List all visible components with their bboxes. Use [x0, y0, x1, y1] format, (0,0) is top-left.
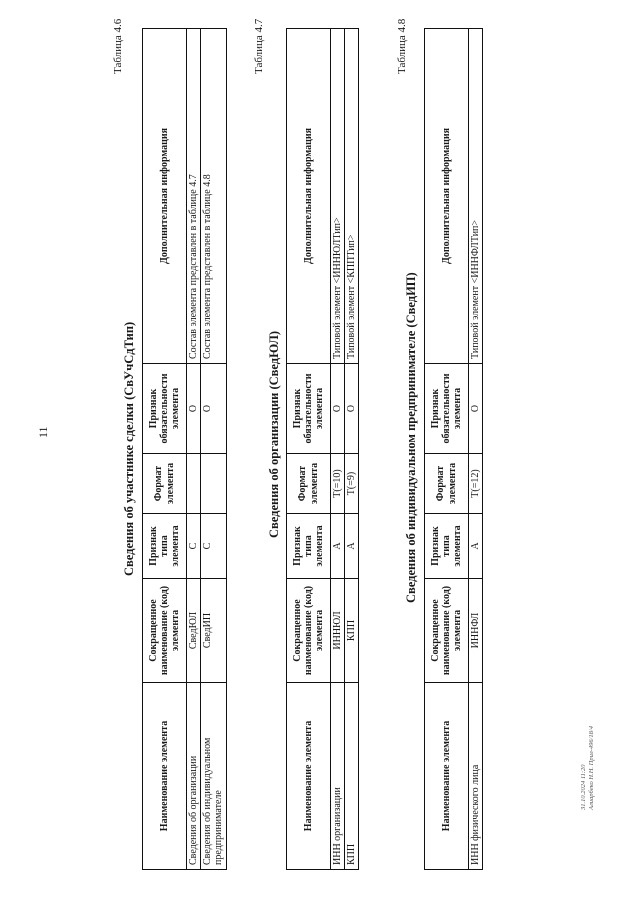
table-4-6-label: Таблица 4.6 — [112, 18, 124, 74]
table-header-row — [143, 29, 187, 870]
table-4-6-title: Сведения об участнике сделки (СвУчСдТип) — [122, 321, 136, 576]
cell-name: Сведения об организации — [187, 683, 201, 870]
column-header-info: Дополнительная информация — [143, 29, 187, 364]
cell-required: О — [345, 364, 359, 454]
column-header-required: Признак обязательности элемента — [143, 364, 187, 454]
column-header-code: Сокращенное наименование (код) элемента — [425, 579, 469, 683]
table-4-6 — [142, 28, 227, 870]
cell-info: Типовой элемент <ИННФЛТип> — [469, 29, 483, 364]
column-header-code: Сокращенное наименование (код) элемента — [143, 579, 187, 683]
column-header-required: Признак обязательности элемента — [425, 364, 469, 454]
table-row — [469, 29, 483, 870]
column-header-code: Сокращенное наименование (код) элемента — [287, 579, 331, 683]
table-4-8-title: Сведения об индивидуальном предпринимателе (СведИП) — [404, 272, 418, 603]
cell-code: СведЮЛ — [187, 579, 201, 683]
table-4-7-label: Таблица 4.7 — [253, 18, 265, 74]
cell-code: ИННФЛ — [469, 579, 483, 683]
table-row — [187, 29, 201, 870]
cell-name: Сведения об индивидуальном предпринимателе — [201, 683, 226, 870]
cell-format: T(=9) — [345, 454, 359, 514]
cell-name: ИНН организации — [331, 683, 345, 870]
column-header-name: Наименование элемента — [425, 683, 469, 870]
cell-required: О — [469, 364, 483, 454]
cell-type: С — [201, 514, 226, 579]
cell-required: О — [187, 364, 201, 454]
cell-code: СведИП — [201, 579, 226, 683]
cell-required: О — [201, 364, 226, 454]
column-header-info: Дополнительная информация — [425, 29, 469, 364]
cell-type: А — [331, 514, 345, 579]
column-header-name: Наименование элемента — [287, 683, 331, 870]
cell-name: КПП — [345, 683, 359, 870]
column-header-type: Признак типа элемента — [425, 514, 469, 579]
cell-format — [201, 454, 226, 514]
cell-type: С — [187, 514, 201, 579]
page-number: 11 — [36, 426, 50, 438]
table-header-row — [287, 29, 331, 870]
cell-required: О — [331, 364, 345, 454]
column-header-required: Признак обязательности элемента — [287, 364, 331, 454]
cell-code: КПП — [345, 579, 359, 683]
cell-info: Состав элемента представлен в таблице 4.7 — [187, 29, 201, 364]
column-header-name: Наименование элемента — [143, 683, 187, 870]
table-row — [201, 29, 226, 870]
column-header-format: Формат элемента — [425, 454, 469, 514]
cell-type: А — [469, 514, 483, 579]
cell-type: А — [345, 514, 359, 579]
table-row — [331, 29, 345, 870]
cell-info: Типовой элемент <ИННЮЛТип> — [331, 29, 345, 364]
column-header-type: Признак типа элемента — [287, 514, 331, 579]
cell-info: Состав элемента представлен в таблице 4.8 — [201, 29, 226, 364]
cell-format — [187, 454, 201, 514]
table-row — [345, 29, 359, 870]
cell-info: Типовой элемент <КППТип> — [345, 29, 359, 364]
column-header-format: Формат элемента — [143, 454, 187, 514]
column-header-type: Признак типа элемента — [143, 514, 187, 579]
table-header-row — [425, 29, 469, 870]
column-header-info: Дополнительная информация — [287, 29, 331, 364]
stamp-reference: Алиарбеко Н.Н. Прил-496/18/4 — [588, 726, 596, 810]
cell-format: T(=12) — [469, 454, 483, 514]
table-4-8-label: Таблица 4.8 — [396, 18, 408, 74]
table-4-7 — [286, 28, 359, 870]
cell-name: ИНН физического лица — [469, 683, 483, 870]
table-4-7-title: Сведения об организации (СведЮЛ) — [267, 330, 281, 538]
document-stamp — [580, 726, 596, 810]
cell-format: T(=10) — [331, 454, 345, 514]
stamp-date: 31.10.2024 11:20 — [580, 764, 587, 810]
cell-code: ИННЮЛ — [331, 579, 345, 683]
column-header-format: Формат элемента — [287, 454, 331, 514]
table-4-8 — [424, 28, 483, 870]
